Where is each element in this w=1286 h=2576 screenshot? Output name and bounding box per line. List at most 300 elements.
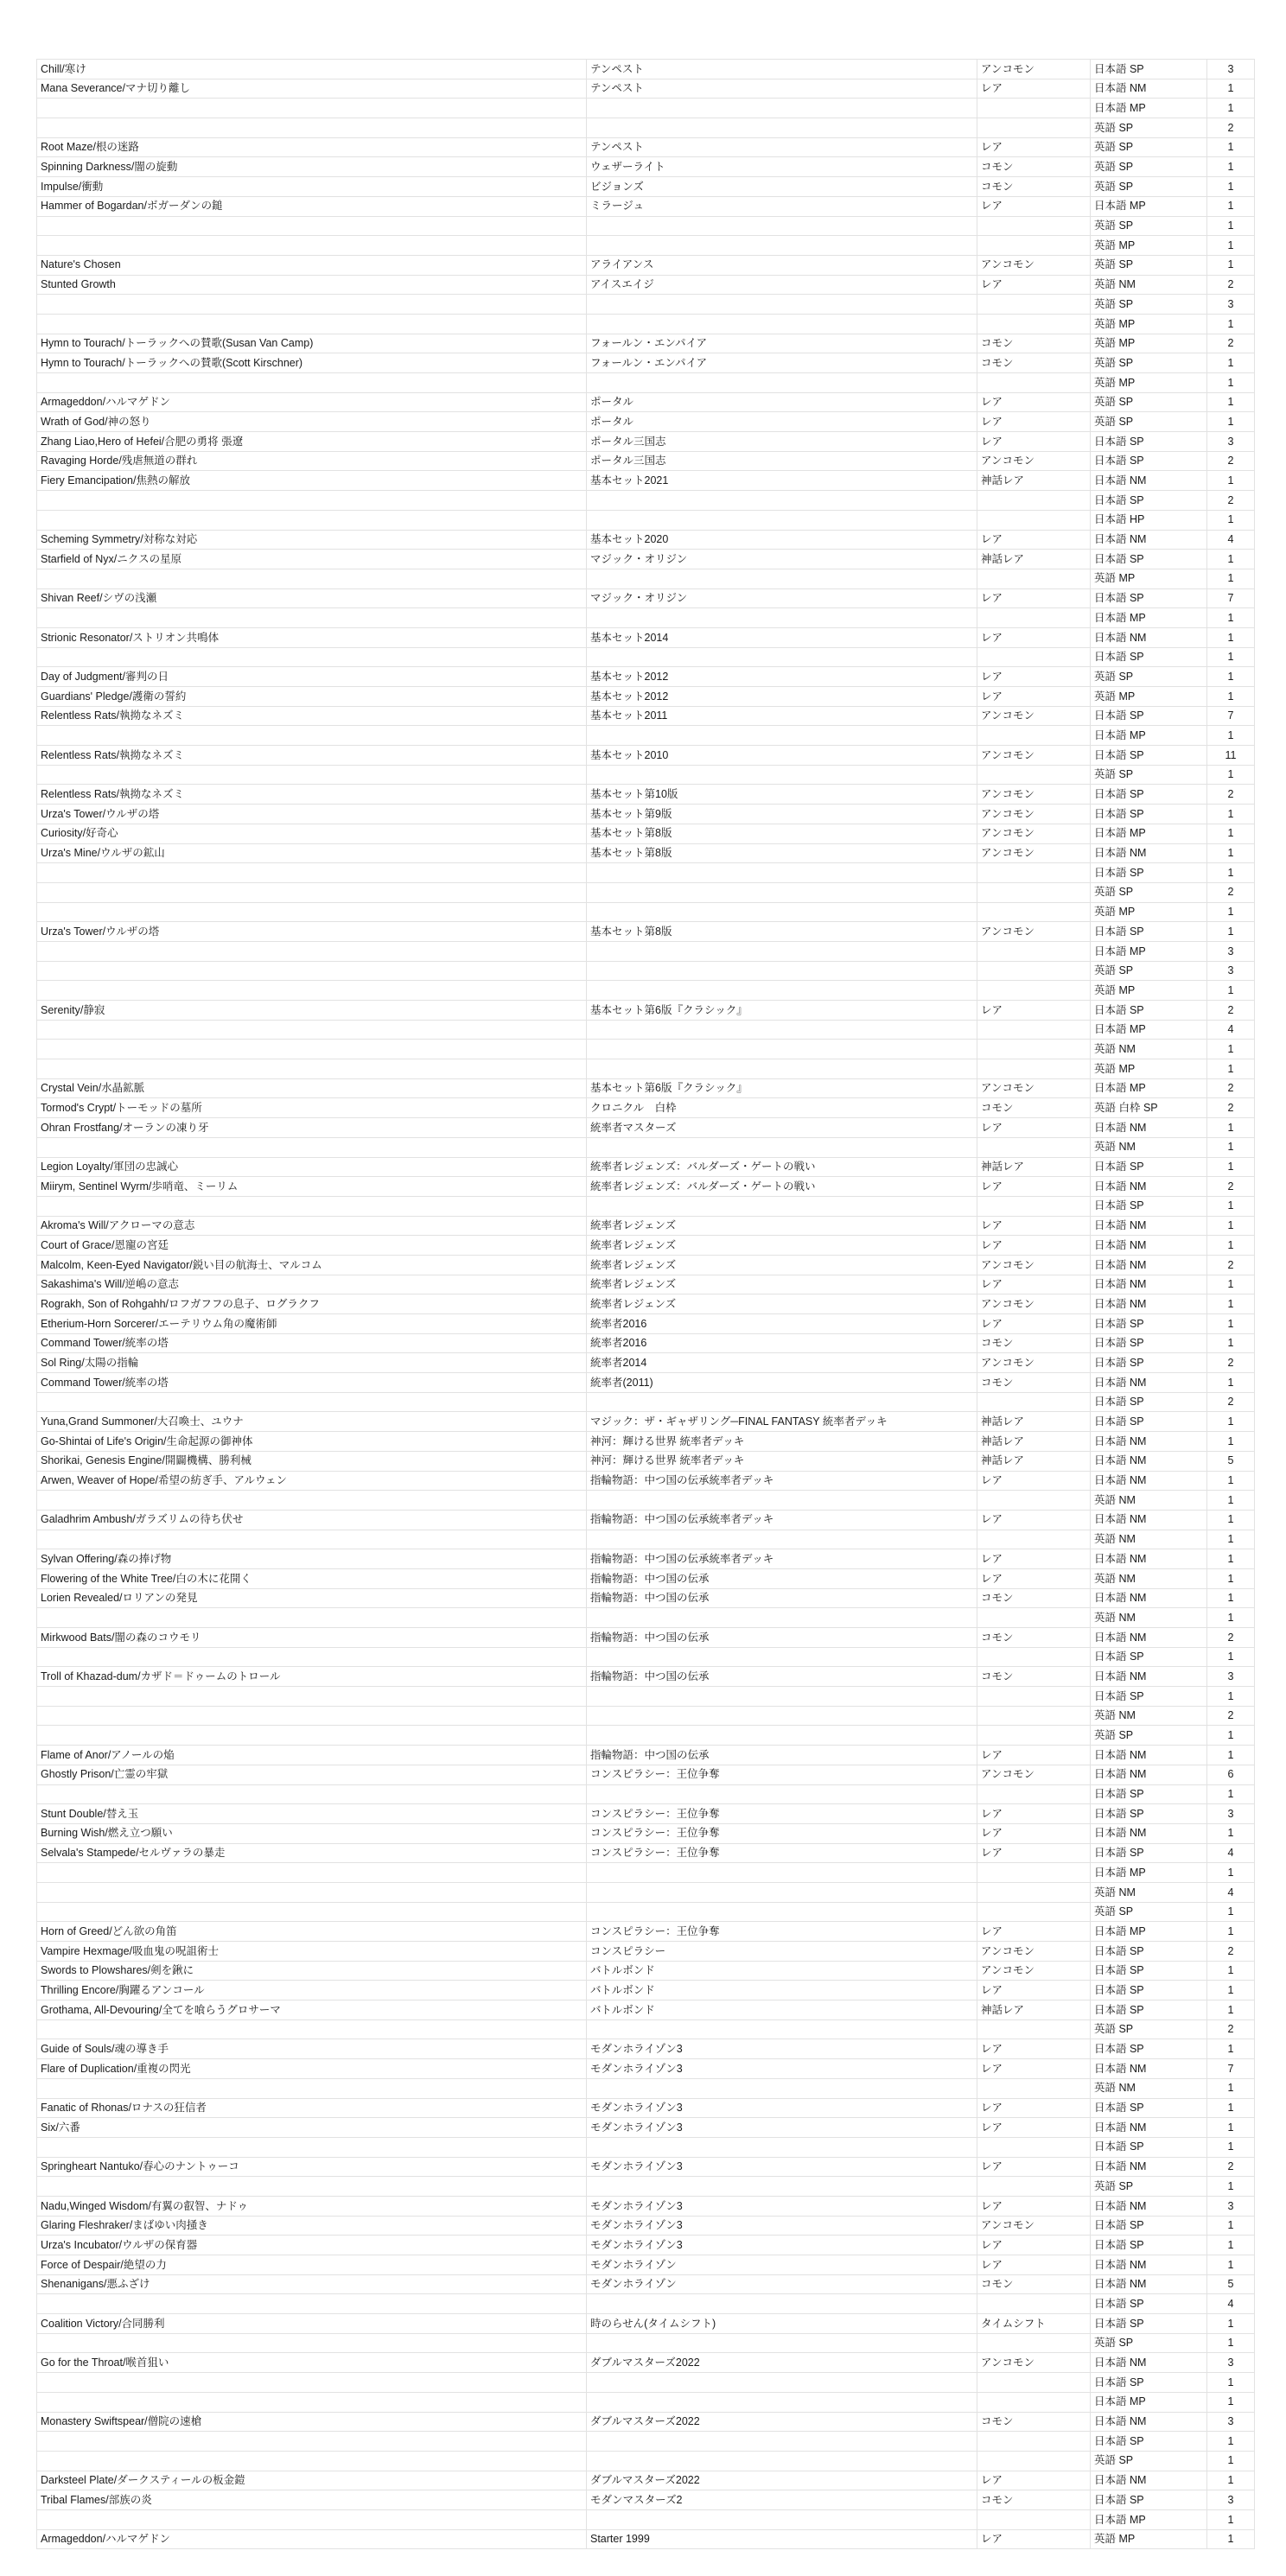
rarity-cell[interactable]: コモン bbox=[977, 1667, 1091, 1687]
language-condition-cell[interactable]: 日本語 NM bbox=[1091, 1255, 1207, 1275]
language-condition-cell[interactable]: 日本語 NM bbox=[1091, 627, 1207, 647]
set-name-cell[interactable]: 基本セット第8版 bbox=[587, 824, 977, 843]
set-name-cell[interactable] bbox=[587, 118, 977, 138]
language-condition-cell[interactable]: 日本語 NM bbox=[1091, 2255, 1207, 2275]
quantity-cell[interactable]: 4 bbox=[1207, 1882, 1255, 1902]
rarity-cell[interactable]: レア bbox=[977, 687, 1091, 707]
language-condition-cell[interactable]: 日本語 NM bbox=[1091, 1588, 1207, 1608]
language-condition-cell[interactable]: 英語 NM bbox=[1091, 1137, 1207, 1157]
set-name-cell[interactable] bbox=[587, 2019, 977, 2039]
language-condition-cell[interactable]: 日本語 MP bbox=[1091, 1863, 1207, 1883]
language-condition-cell[interactable]: 日本語 SP bbox=[1091, 1333, 1207, 1353]
language-condition-cell[interactable]: 日本語 SP bbox=[1091, 2432, 1207, 2452]
rarity-cell[interactable]: アンコモン bbox=[977, 1961, 1091, 1981]
rarity-cell[interactable]: アンコモン bbox=[977, 2216, 1091, 2236]
card-name-cell[interactable]: Stunted Growth bbox=[37, 275, 587, 295]
card-name-cell[interactable] bbox=[37, 608, 587, 628]
language-condition-cell[interactable]: 英語 MP bbox=[1091, 1059, 1207, 1079]
rarity-cell[interactable]: コモン bbox=[977, 177, 1091, 197]
quantity-cell[interactable]: 1 bbox=[1207, 765, 1255, 785]
set-name-cell[interactable] bbox=[587, 2137, 977, 2157]
card-name-cell[interactable]: Wrath of God/神の怒り bbox=[37, 412, 587, 432]
set-name-cell[interactable] bbox=[587, 1882, 977, 1902]
rarity-cell[interactable]: レア bbox=[977, 137, 1091, 157]
rarity-cell[interactable]: レア bbox=[977, 1823, 1091, 1843]
quantity-cell[interactable]: 1 bbox=[1207, 805, 1255, 824]
rarity-cell[interactable]: レア bbox=[977, 1275, 1091, 1294]
set-name-cell[interactable]: 基本セット第6版『クラシック』 bbox=[587, 1078, 977, 1098]
quantity-cell[interactable]: 2 bbox=[1207, 2019, 1255, 2039]
language-condition-cell[interactable]: 英語 MP bbox=[1091, 569, 1207, 588]
set-name-cell[interactable] bbox=[587, 314, 977, 334]
set-name-cell[interactable]: 基本セット2020 bbox=[587, 530, 977, 550]
set-name-cell[interactable] bbox=[587, 2451, 977, 2471]
card-name-cell[interactable]: Yuna,Grand Summoner/大召喚士、ユウナ bbox=[37, 1412, 587, 1432]
set-name-cell[interactable]: 基本セット第10版 bbox=[587, 785, 977, 805]
language-condition-cell[interactable]: 日本語 SP bbox=[1091, 647, 1207, 667]
set-name-cell[interactable] bbox=[587, 1608, 977, 1628]
quantity-cell[interactable]: 1 bbox=[1207, 2255, 1255, 2275]
rarity-cell[interactable]: コモン bbox=[977, 2412, 1091, 2432]
card-name-cell[interactable]: Day of Judgment/審判の日 bbox=[37, 667, 587, 687]
card-name-cell[interactable]: Relentless Rats/執拗なネズミ bbox=[37, 746, 587, 766]
set-name-cell[interactable] bbox=[587, 1687, 977, 1707]
language-condition-cell[interactable]: 日本語 SP bbox=[1091, 2314, 1207, 2334]
set-name-cell[interactable] bbox=[587, 882, 977, 902]
language-condition-cell[interactable]: 日本語 NM bbox=[1091, 1294, 1207, 1314]
quantity-cell[interactable]: 1 bbox=[1207, 1059, 1255, 1079]
quantity-cell[interactable]: 3 bbox=[1207, 2196, 1255, 2216]
rarity-cell[interactable]: レア bbox=[977, 1746, 1091, 1765]
rarity-cell[interactable]: 神話レア bbox=[977, 550, 1091, 569]
card-name-cell[interactable] bbox=[37, 726, 587, 746]
card-name-cell[interactable] bbox=[37, 2019, 587, 2039]
quantity-cell[interactable]: 5 bbox=[1207, 1451, 1255, 1471]
language-condition-cell[interactable]: 英語 SP bbox=[1091, 412, 1207, 432]
set-name-cell[interactable]: モダンホライゾン3 bbox=[587, 2118, 977, 2138]
rarity-cell[interactable]: レア bbox=[977, 275, 1091, 295]
rarity-cell[interactable]: アンコモン bbox=[977, 843, 1091, 863]
language-condition-cell[interactable]: 英語 NM bbox=[1091, 275, 1207, 295]
quantity-cell[interactable]: 7 bbox=[1207, 2059, 1255, 2079]
language-condition-cell[interactable]: 日本語 NM bbox=[1091, 79, 1207, 99]
quantity-cell[interactable]: 5 bbox=[1207, 2274, 1255, 2294]
card-name-cell[interactable]: Scheming Symmetry/対称な対応 bbox=[37, 530, 587, 550]
card-name-cell[interactable]: Shenanigans/悪ふざけ bbox=[37, 2274, 587, 2294]
rarity-cell[interactable] bbox=[977, 373, 1091, 393]
language-condition-cell[interactable]: 日本語 NM bbox=[1091, 2059, 1207, 2079]
card-name-cell[interactable]: Ravaging Horde/残虐無道の群れ bbox=[37, 451, 587, 471]
language-condition-cell[interactable]: 日本語 SP bbox=[1091, 2000, 1207, 2020]
language-condition-cell[interactable]: 日本語 NM bbox=[1091, 2196, 1207, 2216]
language-condition-cell[interactable]: 日本語 SP bbox=[1091, 2137, 1207, 2157]
quantity-cell[interactable]: 1 bbox=[1207, 1863, 1255, 1883]
card-name-cell[interactable]: Go-Shintai of Life's Origin/生命起源の御神体 bbox=[37, 1432, 587, 1452]
set-name-cell[interactable]: 基本セット2012 bbox=[587, 667, 977, 687]
quantity-cell[interactable]: 1 bbox=[1207, 1412, 1255, 1432]
language-condition-cell[interactable]: 日本語 SP bbox=[1091, 550, 1207, 569]
rarity-cell[interactable]: レア bbox=[977, 432, 1091, 452]
language-condition-cell[interactable]: 日本語 NM bbox=[1091, 1628, 1207, 1648]
set-name-cell[interactable]: フォールン・エンパイア bbox=[587, 353, 977, 373]
card-name-cell[interactable] bbox=[37, 2373, 587, 2393]
set-name-cell[interactable] bbox=[587, 236, 977, 256]
rarity-cell[interactable]: コモン bbox=[977, 353, 1091, 373]
set-name-cell[interactable]: モダンホライゾン3 bbox=[587, 2157, 977, 2177]
language-condition-cell[interactable]: 英語 MP bbox=[1091, 373, 1207, 393]
card-name-cell[interactable]: Sylvan Offering/森の捧げ物 bbox=[37, 1549, 587, 1569]
quantity-cell[interactable]: 7 bbox=[1207, 588, 1255, 608]
set-name-cell[interactable]: 統率者2016 bbox=[587, 1314, 977, 1334]
card-name-cell[interactable]: Horn of Greed/どん欲の角笛 bbox=[37, 1922, 587, 1942]
rarity-cell[interactable] bbox=[977, 1530, 1091, 1549]
card-name-cell[interactable] bbox=[37, 2333, 587, 2353]
rarity-cell[interactable]: アンコモン bbox=[977, 60, 1091, 80]
set-name-cell[interactable]: コンスピラシー：王位争奪 bbox=[587, 1804, 977, 1824]
set-name-cell[interactable]: 神河：輝ける世界 統率者デッキ bbox=[587, 1451, 977, 1471]
card-name-cell[interactable] bbox=[37, 647, 587, 667]
language-condition-cell[interactable]: 日本語 MP bbox=[1091, 824, 1207, 843]
rarity-cell[interactable] bbox=[977, 2019, 1091, 2039]
language-condition-cell[interactable]: 日本語 MP bbox=[1091, 1078, 1207, 1098]
set-name-cell[interactable]: 統率者レジェンズ bbox=[587, 1236, 977, 1256]
rarity-cell[interactable] bbox=[977, 2177, 1091, 2197]
set-name-cell[interactable]: 統率者2016 bbox=[587, 1333, 977, 1353]
set-name-cell[interactable] bbox=[587, 373, 977, 393]
quantity-cell[interactable]: 1 bbox=[1207, 1746, 1255, 1765]
set-name-cell[interactable]: ポータル bbox=[587, 392, 977, 412]
card-name-cell[interactable]: Lorien Revealed/ロリアンの発見 bbox=[37, 1588, 587, 1608]
rarity-cell[interactable]: レア bbox=[977, 588, 1091, 608]
rarity-cell[interactable]: 神話レア bbox=[977, 2000, 1091, 2020]
rarity-cell[interactable] bbox=[977, 863, 1091, 883]
set-name-cell[interactable]: 基本セット第9版 bbox=[587, 805, 977, 824]
set-name-cell[interactable] bbox=[587, 1491, 977, 1511]
card-name-cell[interactable]: Six/六番 bbox=[37, 2118, 587, 2138]
quantity-cell[interactable]: 1 bbox=[1207, 726, 1255, 746]
quantity-cell[interactable]: 4 bbox=[1207, 2294, 1255, 2314]
card-name-cell[interactable]: Urza's Mine/ウルザの鉱山 bbox=[37, 843, 587, 863]
card-name-cell[interactable]: Armageddon/ハルマゲドン bbox=[37, 392, 587, 412]
quantity-cell[interactable]: 1 bbox=[1207, 1118, 1255, 1138]
quantity-cell[interactable]: 1 bbox=[1207, 2314, 1255, 2334]
quantity-cell[interactable]: 3 bbox=[1207, 2490, 1255, 2510]
rarity-cell[interactable] bbox=[977, 2333, 1091, 2353]
quantity-cell[interactable]: 1 bbox=[1207, 1981, 1255, 2000]
rarity-cell[interactable] bbox=[977, 2373, 1091, 2393]
set-name-cell[interactable] bbox=[587, 2333, 977, 2353]
language-condition-cell[interactable]: 日本語 NM bbox=[1091, 1765, 1207, 1784]
card-name-cell[interactable]: Shivan Reef/シヴの浅瀬 bbox=[37, 588, 587, 608]
quantity-cell[interactable]: 11 bbox=[1207, 746, 1255, 766]
card-name-cell[interactable]: Hymn to Tourach/トーラックへの賛歌(Susan Van Camp) bbox=[37, 334, 587, 353]
card-name-cell[interactable]: Springheart Nantuko/春心のナントゥーコ bbox=[37, 2157, 587, 2177]
language-condition-cell[interactable]: 英語 SP bbox=[1091, 2019, 1207, 2039]
card-name-cell[interactable]: Darksteel Plate/ダークスティールの板金鎧 bbox=[37, 2471, 587, 2490]
rarity-cell[interactable]: レア bbox=[977, 627, 1091, 647]
quantity-cell[interactable]: 1 bbox=[1207, 1823, 1255, 1843]
language-condition-cell[interactable]: 日本語 NM bbox=[1091, 2274, 1207, 2294]
language-condition-cell[interactable]: 日本語 SP bbox=[1091, 1687, 1207, 1707]
rarity-cell[interactable] bbox=[977, 491, 1091, 511]
set-name-cell[interactable]: 時のらせん(タイムシフト) bbox=[587, 2314, 977, 2334]
rarity-cell[interactable]: コモン bbox=[977, 334, 1091, 353]
set-name-cell[interactable]: 統率者2014 bbox=[587, 1353, 977, 1373]
quantity-cell[interactable]: 1 bbox=[1207, 1373, 1255, 1393]
language-condition-cell[interactable]: 英語 SP bbox=[1091, 392, 1207, 412]
card-name-cell[interactable]: Command Tower/統率の塔 bbox=[37, 1333, 587, 1353]
rarity-cell[interactable] bbox=[977, 1647, 1091, 1667]
language-condition-cell[interactable]: 日本語 SP bbox=[1091, 1001, 1207, 1021]
set-name-cell[interactable]: 統率者レジェンズ bbox=[587, 1294, 977, 1314]
language-condition-cell[interactable]: 日本語 MP bbox=[1091, 196, 1207, 216]
card-name-cell[interactable] bbox=[37, 1608, 587, 1628]
card-name-cell[interactable] bbox=[37, 1647, 587, 1667]
rarity-cell[interactable]: レア bbox=[977, 2118, 1091, 2138]
quantity-cell[interactable]: 1 bbox=[1207, 2137, 1255, 2157]
rarity-cell[interactable] bbox=[977, 1196, 1091, 1216]
language-condition-cell[interactable]: 日本語 MP bbox=[1091, 941, 1207, 961]
language-condition-cell[interactable]: 日本語 NM bbox=[1091, 2471, 1207, 2490]
quantity-cell[interactable]: 1 bbox=[1207, 2392, 1255, 2412]
rarity-cell[interactable]: 神話レア bbox=[977, 1412, 1091, 1432]
quantity-cell[interactable]: 1 bbox=[1207, 627, 1255, 647]
rarity-cell[interactable]: アンコモン bbox=[977, 706, 1091, 726]
quantity-cell[interactable]: 2 bbox=[1207, 1098, 1255, 1118]
quantity-cell[interactable]: 2 bbox=[1207, 1942, 1255, 1962]
set-name-cell[interactable]: ダブルマスターズ2022 bbox=[587, 2412, 977, 2432]
language-condition-cell[interactable]: 日本語 NM bbox=[1091, 1177, 1207, 1197]
card-name-cell[interactable]: Command Tower/統率の塔 bbox=[37, 1373, 587, 1393]
language-condition-cell[interactable]: 日本語 MP bbox=[1091, 608, 1207, 628]
card-name-cell[interactable] bbox=[37, 1392, 587, 1412]
rarity-cell[interactable]: レア bbox=[977, 530, 1091, 550]
quantity-cell[interactable]: 1 bbox=[1207, 2000, 1255, 2020]
rarity-cell[interactable]: コモン bbox=[977, 1628, 1091, 1648]
card-name-cell[interactable]: Sol Ring/太陽の指輪 bbox=[37, 1353, 587, 1373]
set-name-cell[interactable]: モダンホライゾン bbox=[587, 2255, 977, 2275]
set-name-cell[interactable]: 神河：輝ける世界 統率者デッキ bbox=[587, 1432, 977, 1452]
quantity-cell[interactable]: 1 bbox=[1207, 2216, 1255, 2236]
rarity-cell[interactable] bbox=[977, 569, 1091, 588]
rarity-cell[interactable]: レア bbox=[977, 2039, 1091, 2059]
card-name-cell[interactable]: Relentless Rats/執拗なネズミ bbox=[37, 785, 587, 805]
set-name-cell[interactable] bbox=[587, 1726, 977, 1746]
rarity-cell[interactable]: レア bbox=[977, 1471, 1091, 1491]
language-condition-cell[interactable]: 日本語 NM bbox=[1091, 2157, 1207, 2177]
quantity-cell[interactable]: 1 bbox=[1207, 2177, 1255, 2197]
card-name-cell[interactable]: Nature's Chosen bbox=[37, 255, 587, 275]
quantity-cell[interactable]: 1 bbox=[1207, 1726, 1255, 1746]
rarity-cell[interactable] bbox=[977, 961, 1091, 981]
rarity-cell[interactable] bbox=[977, 1882, 1091, 1902]
set-name-cell[interactable]: マジック・オリジン bbox=[587, 588, 977, 608]
set-name-cell[interactable]: マジック：ザ・ギャザリング─FINAL FANTASY 統率者デッキ bbox=[587, 1412, 977, 1432]
rarity-cell[interactable] bbox=[977, 941, 1091, 961]
card-name-cell[interactable]: Hammer of Bogardan/ボガーダンの鎚 bbox=[37, 196, 587, 216]
set-name-cell[interactable]: バトルボンド bbox=[587, 1981, 977, 2000]
language-condition-cell[interactable]: 日本語 NM bbox=[1091, 471, 1207, 491]
rarity-cell[interactable]: アンコモン bbox=[977, 785, 1091, 805]
card-name-cell[interactable] bbox=[37, 2509, 587, 2529]
quantity-cell[interactable]: 2 bbox=[1207, 118, 1255, 138]
set-name-cell[interactable] bbox=[587, 569, 977, 588]
language-condition-cell[interactable]: 英語 MP bbox=[1091, 902, 1207, 922]
language-condition-cell[interactable]: 日本語 HP bbox=[1091, 510, 1207, 530]
quantity-cell[interactable]: 1 bbox=[1207, 196, 1255, 216]
language-condition-cell[interactable]: 日本語 NM bbox=[1091, 2118, 1207, 2138]
quantity-cell[interactable]: 3 bbox=[1207, 2353, 1255, 2373]
rarity-cell[interactable] bbox=[977, 608, 1091, 628]
rarity-cell[interactable]: レア bbox=[977, 2157, 1091, 2177]
quantity-cell[interactable]: 3 bbox=[1207, 295, 1255, 315]
set-name-cell[interactable] bbox=[587, 491, 977, 511]
rarity-cell[interactable] bbox=[977, 1137, 1091, 1157]
set-name-cell[interactable] bbox=[587, 216, 977, 236]
set-name-cell[interactable]: 基本セット第8版 bbox=[587, 922, 977, 942]
language-condition-cell[interactable]: 日本語 NM bbox=[1091, 2412, 1207, 2432]
quantity-cell[interactable]: 1 bbox=[1207, 1040, 1255, 1059]
card-name-cell[interactable]: Flame of Anor/アノールの焔 bbox=[37, 1746, 587, 1765]
quantity-cell[interactable]: 2 bbox=[1207, 451, 1255, 471]
language-condition-cell[interactable]: 英語 NM bbox=[1091, 1530, 1207, 1549]
quantity-cell[interactable]: 1 bbox=[1207, 2118, 1255, 2138]
set-name-cell[interactable]: テンペスト bbox=[587, 137, 977, 157]
language-condition-cell[interactable]: 英語 NM bbox=[1091, 1882, 1207, 1902]
set-name-cell[interactable]: コンスピラシー：王位争奪 bbox=[587, 1765, 977, 1784]
card-name-cell[interactable] bbox=[37, 1059, 587, 1079]
card-name-cell[interactable]: Mana Severance/マナ切り離し bbox=[37, 79, 587, 99]
quantity-cell[interactable]: 2 bbox=[1207, 491, 1255, 511]
set-name-cell[interactable]: コンスピラシー bbox=[587, 1942, 977, 1962]
card-name-cell[interactable] bbox=[37, 2078, 587, 2098]
set-name-cell[interactable] bbox=[587, 608, 977, 628]
rarity-cell[interactable]: アンコモン bbox=[977, 746, 1091, 766]
quantity-cell[interactable]: 2 bbox=[1207, 1001, 1255, 1021]
set-name-cell[interactable]: ビジョンズ bbox=[587, 177, 977, 197]
card-name-cell[interactable]: Court of Grace/恩寵の宮廷 bbox=[37, 1236, 587, 1256]
language-condition-cell[interactable]: 英語 SP bbox=[1091, 295, 1207, 315]
rarity-cell[interactable]: レア bbox=[977, 412, 1091, 432]
rarity-cell[interactable]: アンコモン bbox=[977, 451, 1091, 471]
language-condition-cell[interactable]: 日本語 MP bbox=[1091, 99, 1207, 118]
set-name-cell[interactable] bbox=[587, 2432, 977, 2452]
rarity-cell[interactable]: レア bbox=[977, 1216, 1091, 1236]
language-condition-cell[interactable]: 日本語 SP bbox=[1091, 1981, 1207, 2000]
card-name-cell[interactable] bbox=[37, 216, 587, 236]
set-name-cell[interactable] bbox=[587, 1784, 977, 1804]
set-name-cell[interactable] bbox=[587, 1137, 977, 1157]
quantity-cell[interactable]: 1 bbox=[1207, 373, 1255, 393]
set-name-cell[interactable] bbox=[587, 902, 977, 922]
card-name-cell[interactable]: Malcolm, Keen-Eyed Navigator/鋭い目の航海士、マルコム bbox=[37, 1255, 587, 1275]
language-condition-cell[interactable]: 英語 NM bbox=[1091, 1491, 1207, 1511]
card-name-cell[interactable]: Tormod's Crypt/トーモッドの墓所 bbox=[37, 1098, 587, 1118]
card-name-cell[interactable] bbox=[37, 882, 587, 902]
set-name-cell[interactable] bbox=[587, 1706, 977, 1726]
set-name-cell[interactable] bbox=[587, 1392, 977, 1412]
quantity-cell[interactable]: 1 bbox=[1207, 236, 1255, 256]
quantity-cell[interactable]: 1 bbox=[1207, 471, 1255, 491]
rarity-cell[interactable] bbox=[977, 1706, 1091, 1726]
rarity-cell[interactable] bbox=[977, 510, 1091, 530]
set-name-cell[interactable] bbox=[587, 863, 977, 883]
language-condition-cell[interactable]: 英語 SP bbox=[1091, 1902, 1207, 1922]
set-name-cell[interactable]: モダンマスターズ2 bbox=[587, 2490, 977, 2510]
card-name-cell[interactable] bbox=[37, 1491, 587, 1511]
set-name-cell[interactable]: ポータル三国志 bbox=[587, 451, 977, 471]
set-name-cell[interactable]: 統率者レジェンズ bbox=[587, 1255, 977, 1275]
card-name-cell[interactable] bbox=[37, 863, 587, 883]
card-name-cell[interactable]: Urza's Tower/ウルザの塔 bbox=[37, 805, 587, 824]
rarity-cell[interactable] bbox=[977, 647, 1091, 667]
language-condition-cell[interactable]: 日本語 MP bbox=[1091, 2392, 1207, 2412]
rarity-cell[interactable]: アンコモン bbox=[977, 255, 1091, 275]
quantity-cell[interactable]: 1 bbox=[1207, 863, 1255, 883]
rarity-cell[interactable] bbox=[977, 216, 1091, 236]
rarity-cell[interactable]: レア bbox=[977, 392, 1091, 412]
quantity-cell[interactable]: 1 bbox=[1207, 2432, 1255, 2452]
set-name-cell[interactable]: ポータル三国志 bbox=[587, 432, 977, 452]
quantity-cell[interactable]: 1 bbox=[1207, 2236, 1255, 2255]
language-condition-cell[interactable]: 日本語 SP bbox=[1091, 2490, 1207, 2510]
set-name-cell[interactable]: 基本セット第6版『クラシック』 bbox=[587, 1001, 977, 1021]
set-name-cell[interactable]: モダンホライゾン bbox=[587, 2274, 977, 2294]
set-name-cell[interactable]: バトルボンド bbox=[587, 1961, 977, 1981]
rarity-cell[interactable] bbox=[977, 1863, 1091, 1883]
rarity-cell[interactable]: コモン bbox=[977, 2490, 1091, 2510]
rarity-cell[interactable] bbox=[977, 1902, 1091, 1922]
card-name-cell[interactable]: Go for the Throat/喉首狙い bbox=[37, 2353, 587, 2373]
card-name-cell[interactable] bbox=[37, 1882, 587, 1902]
card-name-cell[interactable] bbox=[37, 314, 587, 334]
rarity-cell[interactable]: レア bbox=[977, 2529, 1091, 2549]
quantity-cell[interactable]: 1 bbox=[1207, 1647, 1255, 1667]
set-name-cell[interactable] bbox=[587, 1020, 977, 1040]
rarity-cell[interactable]: レア bbox=[977, 1118, 1091, 1138]
rarity-cell[interactable] bbox=[977, 314, 1091, 334]
card-name-cell[interactable] bbox=[37, 491, 587, 511]
quantity-cell[interactable]: 2 bbox=[1207, 1628, 1255, 1648]
language-condition-cell[interactable]: 英語 SP bbox=[1091, 882, 1207, 902]
card-name-cell[interactable]: Troll of Khazad-dum/カザド＝ドゥームのトロール bbox=[37, 1667, 587, 1687]
quantity-cell[interactable]: 1 bbox=[1207, 392, 1255, 412]
quantity-cell[interactable]: 1 bbox=[1207, 216, 1255, 236]
language-condition-cell[interactable]: 日本語 SP bbox=[1091, 922, 1207, 942]
quantity-cell[interactable]: 1 bbox=[1207, 687, 1255, 707]
set-name-cell[interactable]: Starter 1999 bbox=[587, 2529, 977, 2549]
set-name-cell[interactable] bbox=[587, 2392, 977, 2412]
rarity-cell[interactable]: レア bbox=[977, 79, 1091, 99]
language-condition-cell[interactable]: 日本語 SP bbox=[1091, 746, 1207, 766]
language-condition-cell[interactable]: 日本語 SP bbox=[1091, 60, 1207, 80]
set-name-cell[interactable]: 統率者レジェンズ：バルダーズ・ゲートの戦い bbox=[587, 1157, 977, 1177]
set-name-cell[interactable]: クロニクル 白枠 bbox=[587, 1098, 977, 1118]
card-name-cell[interactable]: Flowering of the White Tree/白の木に花開く bbox=[37, 1568, 587, 1588]
card-name-cell[interactable]: Miirym, Sentinel Wyrm/歩哨竜、ミーリム bbox=[37, 1177, 587, 1197]
card-name-cell[interactable] bbox=[37, 941, 587, 961]
language-condition-cell[interactable]: 日本語 NM bbox=[1091, 1275, 1207, 1294]
set-name-cell[interactable] bbox=[587, 510, 977, 530]
rarity-cell[interactable] bbox=[977, 1726, 1091, 1746]
card-name-cell[interactable] bbox=[37, 1687, 587, 1707]
set-name-cell[interactable]: 指輪物語：中つ国の伝承 bbox=[587, 1746, 977, 1765]
language-condition-cell[interactable]: 日本語 NM bbox=[1091, 843, 1207, 863]
rarity-cell[interactable] bbox=[977, 902, 1091, 922]
language-condition-cell[interactable]: 英語 MP bbox=[1091, 334, 1207, 353]
set-name-cell[interactable]: 統率者レジェンズ：バルダーズ・ゲートの戦い bbox=[587, 1177, 977, 1197]
language-condition-cell[interactable]: 英語 SP bbox=[1091, 137, 1207, 157]
